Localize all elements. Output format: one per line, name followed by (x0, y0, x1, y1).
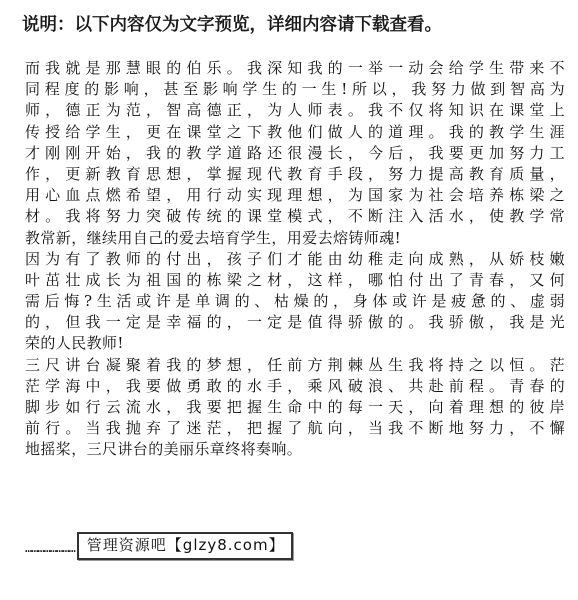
text-line: 地摇桨，三尺讲台的美丽乐章终将奏响。 (25, 440, 303, 459)
document-body (25, 58, 565, 461)
text-line: 需后悔?生活或许是单调的、枯燥的，身体或许是疲惫的、虚弱 (25, 292, 565, 311)
text-line: 传授给学生，更在课堂之下教他们做人的道理。我的教学生涯 (25, 122, 565, 141)
text-line: 作，更新教育思想，掌握现代教育手段，努力提高教育质量， (25, 164, 565, 183)
text-line: 师，德正为范，智高德正，为人师表。我不仅将知识在课堂上 (25, 101, 565, 120)
paragraph-2 (25, 249, 565, 355)
text-line: 而我就是那慧眼的伯乐。我深知我的一举一动会给学生带来不 (25, 59, 565, 77)
text-line: 因为有了教师的付出，孩子们才能由幼稚走向成熟，从娇枝嫩 (25, 249, 565, 268)
text-line: 茫学海中，我要做勇敢的水手，乘风破浪、共赴前程。青春的 (25, 376, 565, 395)
download-notice: 说明：以下内容仅为文字预览，详细内容请下载查看。 (22, 15, 442, 35)
text-line: 荣的人民教师! (25, 334, 124, 353)
text-line: 材。我将努力突破传统的课堂模式，不断注入活水，使教学常 (25, 207, 565, 226)
footer (25, 532, 293, 560)
text-line: 才刚刚开始，我的教学道路还很漫长，今后，我要更加努力工 (25, 143, 565, 162)
paragraph-1 (25, 58, 565, 249)
text-line: 的，但我一定是幸福的，一定是值得骄傲的。我骄傲，我是光 (25, 313, 565, 332)
paragraph-3 (25, 355, 565, 461)
site-link-button[interactable]: 管理资源吧【glzy8.com】 (77, 532, 293, 560)
leader-dots: …………………… (25, 541, 75, 555)
text-line: 三尺讲台凝聚着我的梦想，任前方荆棘丛生我将持之以恒。茫 (25, 355, 565, 374)
text-line: 同程度的影响，甚至影响学生的一生!所以，我努力做到智高为 (25, 80, 565, 99)
text-line: 用心血点燃希望，用行动实现理想，为国家为社会培养栋梁之 (25, 186, 565, 205)
text-line: 脚步如行云流水，我要把握生命中的每一天，向着理想的彼岸 (25, 398, 565, 416)
text-line: 教常新，继续用自己的爱去培育学生，用爱去熔铸师魂! (25, 228, 402, 247)
text-line: 叶茁壮成长为祖国的栋梁之材，这样，哪怕付出了青春，又何 (25, 270, 565, 289)
text-line: 前行。当我抛弃了迷茫，把握了航向，当我不断地努力，不懈 (25, 419, 565, 438)
